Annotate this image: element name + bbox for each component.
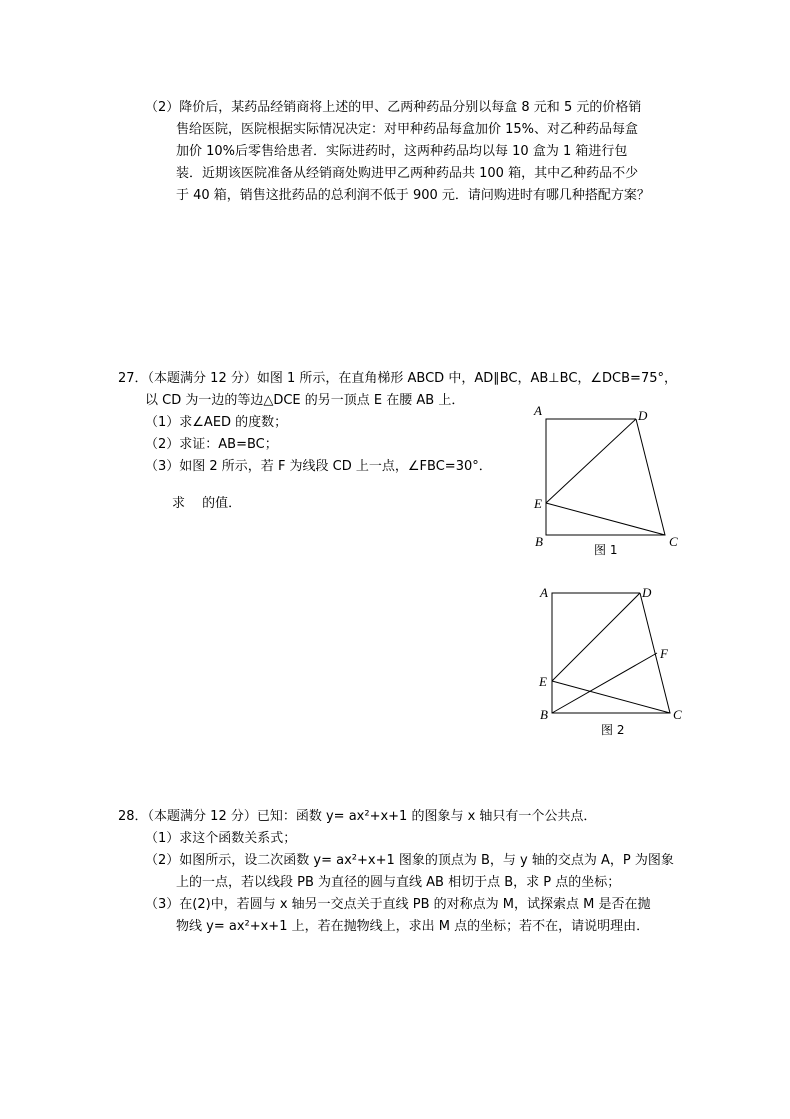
- q28-line: 28．（本题满分 12 分）已知：函数 y= ax²+x+1 的图象与 x 轴只有一个公共点．: [118, 809, 597, 824]
- q26-line: 装．近期该医院准备从经销商处购进甲乙两种药品共 100 箱，其中乙种药品不少: [176, 166, 639, 181]
- svg-text:C: C: [673, 707, 682, 722]
- svg-text:E: E: [539, 674, 547, 689]
- svg-text:C: C: [669, 534, 678, 549]
- figure-1: [546, 419, 665, 535]
- q27-line: 以 CD 为一边的等边△DCE 的另一顶点 E 在腰 AB 上．: [145, 393, 465, 408]
- svg-text:D: D: [638, 408, 648, 423]
- svg-text:B: B: [540, 707, 548, 722]
- figure-2-labels: [538, 585, 682, 737]
- q28-line: （1）求这个函数关系式；: [145, 831, 297, 846]
- svg-text:B: B: [535, 534, 543, 549]
- svg-text:图 1: 图 1: [594, 543, 618, 557]
- svg-text:图 2: 图 2: [601, 723, 625, 737]
- figure-2: [552, 593, 670, 713]
- svg-text:A: A: [540, 585, 548, 600]
- q28-line: （3）在(2)中，若圆与 x 轴另一交点关于直线 PB 的对称点为 M，试探索点 M 是否在抛: [145, 897, 651, 912]
- figure-1-labels: [533, 403, 678, 557]
- q27-line: 求 的值．: [172, 496, 242, 511]
- svg-text:E: E: [534, 496, 542, 511]
- q27-line: （3）如图 2 所示，若 F 为线段 CD 上一点，∠FBC=30°．: [145, 459, 492, 474]
- q28-line: 上的一点，若以线段 PB 为直径的圆与直线 AB 相切于点 B，求 P 点的坐标；: [176, 875, 621, 890]
- q26-line: 于 40 箱，销售这批药品的总利润不低于 900 元．请问购进时有哪几种搭配方案？: [176, 188, 650, 203]
- q27-line: （2）求证：AB=BC；: [145, 437, 278, 452]
- q26-line: 售给医院，医院根据实际情况决定：对甲种药品每盒加价 15%、对乙种药品每盒: [176, 122, 639, 137]
- q28-line: 物线 y= ax²+x+1 上，若在抛物线上，求出 M 点的坐标；若不在，请说明理由．: [176, 919, 650, 934]
- svg-text:F: F: [660, 646, 668, 661]
- svg-text:A: A: [534, 403, 542, 418]
- q27-line: （1）求∠AED 的度数；: [145, 415, 288, 430]
- svg-text:D: D: [642, 585, 652, 600]
- q27-line: 27．（本题满分 12 分）如图 1 所示，在直角梯形 ABCD 中，AD∥BC，AB⊥BC，∠DCB=75°，: [118, 371, 677, 386]
- q26-line: （2）降价后，某药品经销商将上述的甲、乙两种药品分别以每盒 8 元和 5 元的价格销: [145, 100, 642, 115]
- q28-line: （2）如图所示，设二次函数 y= ax²+x+1 图象的顶点为 B，与 y 轴的交点为 A，P 为图象: [145, 853, 674, 868]
- q26-line: 加价 10%后零售给患者．实际进药时，这两种药品均以每 10 盒为 1 箱进行包: [176, 144, 628, 159]
